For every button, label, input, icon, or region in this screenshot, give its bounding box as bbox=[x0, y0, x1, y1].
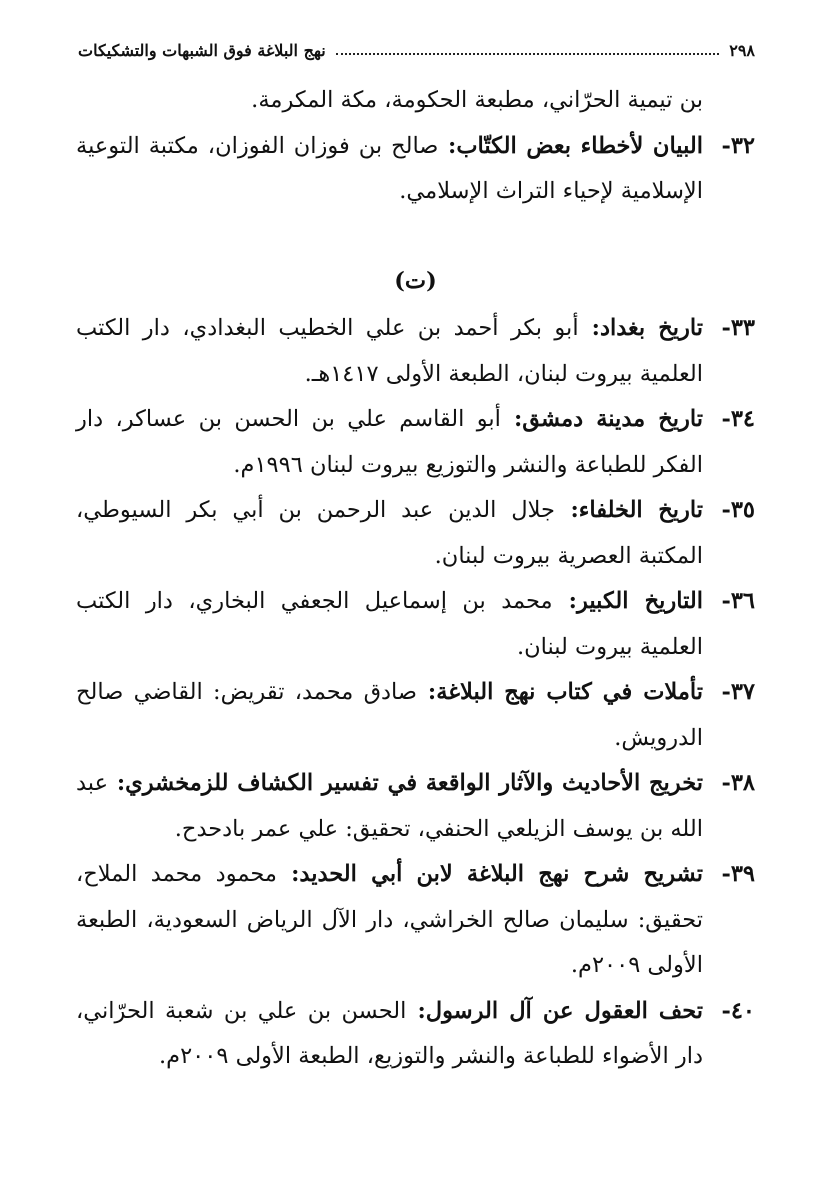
entry-number: ٣٨- bbox=[721, 770, 755, 796]
bibliography-entry bbox=[76, 852, 755, 989]
bibliography-entry bbox=[76, 306, 755, 397]
entry-title: تأملات في كتاب نهج البلاغة: bbox=[417, 679, 703, 705]
entry-title: تاريخ بغداد: bbox=[578, 315, 703, 341]
bibliography-entry bbox=[76, 989, 755, 1080]
entry-number: ٣٩- bbox=[721, 861, 755, 887]
bibliography-entry bbox=[76, 397, 755, 488]
bibliography-text bbox=[76, 78, 755, 1080]
entry-number: ٣٦- bbox=[721, 588, 755, 614]
entry-title: البيان لأخطاء بعض الكتّاب: bbox=[438, 132, 703, 159]
bibliography-entry bbox=[76, 761, 755, 852]
bibliography-entry bbox=[76, 579, 755, 670]
entry-details: عبد الله بن يوسف الزيلعي الحنفي، تحقيق: علي عمر بادحدح. bbox=[76, 770, 703, 842]
entry-details: أبو بكر أحمد بن علي الخطيب البغدادي، دار الكتب العلمية بيروت لبنان، الطبعة الأولى ١٤١٧هـ. bbox=[76, 315, 703, 387]
entry-title: تحف العقول عن آل الرسول: bbox=[406, 997, 703, 1024]
entry-details: جلال الدين عبد الرحمن بن أبي بكر السيوطي، المكتبة العصرية بيروت لبنان. bbox=[76, 497, 703, 569]
continued-entry-text: بن تيمية الحرّاني، مطبعة الحكومة، مكة المكرمة. bbox=[251, 87, 703, 113]
entry-title: التاريخ الكبير: bbox=[552, 588, 703, 614]
entry-title: تشريح شرح نهج البلاغة لابن أبي الحديد: bbox=[276, 861, 703, 887]
entry-title: تاريخ مدينة دمشق: bbox=[500, 406, 703, 432]
running-header bbox=[78, 34, 755, 60]
entry-title: تخريج الأحاديث والآثار الواقعة في تفسير الكشاف للزمخشري: bbox=[108, 770, 703, 796]
entry-details: محمد بن إسماعيل الجعفي البخاري، دار الكتب العلمية بيروت لبنان. bbox=[76, 588, 703, 660]
entry-number: ٣٧- bbox=[721, 679, 755, 705]
running-title: نهج البلاغة فوق الشبهات والتشكيكات bbox=[78, 41, 326, 60]
entry-details: محمود محمد الملاح، تحقيق: سليمان صالح الخراشي، دار الآل الرياض السعودية، الطبعة الأولى ٢٠٠٩م. bbox=[76, 861, 703, 978]
entry-number: ٣٢- bbox=[721, 132, 755, 159]
entry-number: ٣٥- bbox=[721, 497, 755, 523]
bibliography-entry bbox=[76, 124, 755, 215]
entry-number: ٣٣- bbox=[721, 315, 755, 341]
entry-number: ٣٤- bbox=[721, 406, 755, 432]
header-dot-leader bbox=[336, 53, 719, 55]
entry-title: تاريخ الخلفاء: bbox=[554, 497, 704, 523]
bibliography-entry bbox=[76, 488, 755, 579]
bibliography-entry bbox=[76, 670, 755, 761]
entry-number: ٤٠- bbox=[721, 997, 755, 1024]
entry-details: صادق محمد، تقريض: القاضي صالح الدرويش. bbox=[76, 679, 703, 751]
entry-details: الحسن بن علي بن شعبة الحرّاني، دار الأضواء للطباعة والنشر والتوزيع، الطبعة الأولى ٢٠٠٩م. bbox=[76, 997, 703, 1069]
page-number: ٢٩٨ bbox=[729, 41, 755, 60]
entry-details: أبو القاسم علي بن الحسن بن عساكر، دار الفكر للطباعة والنشر والتوزيع بيروت لبنان ١٩٩٦م. bbox=[76, 406, 703, 478]
section-heading: (ت) bbox=[394, 267, 437, 294]
entry-details: صالح بن فوزان الفوزان، مكتبة التوعية الإسلامية لإحياء التراث الإسلامي. bbox=[76, 132, 703, 204]
